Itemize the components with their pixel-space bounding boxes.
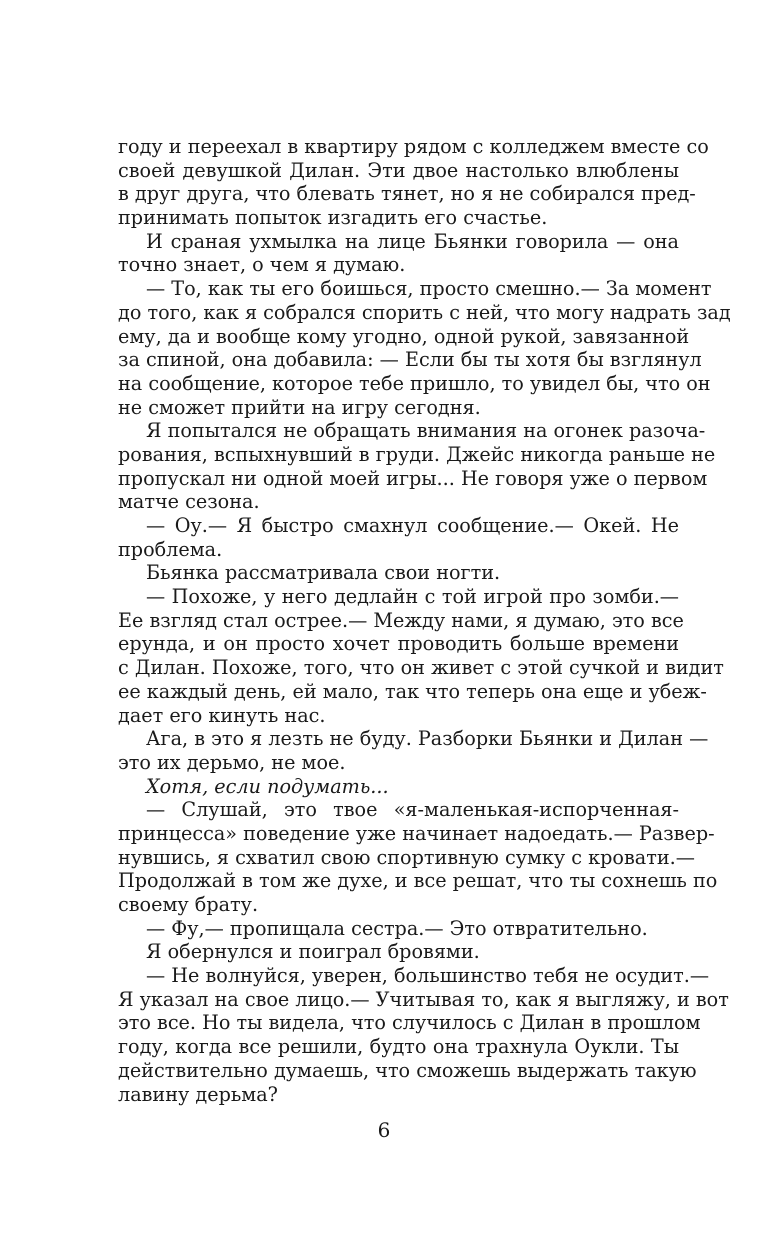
text-line: в друг друга, что блевать тянет, но я не собирался пред- xyxy=(118,182,696,206)
text-line: своей девушкой Дилан. Эти двое настолько влюблены xyxy=(118,158,679,182)
text-line: Я обернулся и поиграл бровями. xyxy=(146,940,480,964)
text-line: — Не волнуйся, уверен, большинство тебя не осудит.— xyxy=(146,964,710,988)
text-line: своему брату. xyxy=(118,893,259,916)
text-line: за спиной, она добавила: — Если бы ты хотя бы взглянул xyxy=(118,348,702,372)
text-line: действительно думаешь, что сможешь выдержать такую xyxy=(118,1058,697,1082)
text-line: матче сезона. xyxy=(118,490,260,514)
text-line: проблема. xyxy=(118,537,223,561)
text-line: — Оу.— Я быстро смахнул сообщение.— Окей. Не xyxy=(146,514,679,537)
text-line: Ее взгляд стал острее.— Между нами, я думаю, это все xyxy=(118,608,684,632)
text-line: году, когда все решили, будто она трахнула Оукли. Ты xyxy=(118,1035,679,1059)
text-line: ему, да и вообще кому угодно, одной рукой, завязанной xyxy=(118,324,690,348)
text-line: дает его кинуть нас. xyxy=(118,703,326,727)
text-line: это их дерьмо, не мое. xyxy=(118,750,346,774)
text-line: не сможет прийти на игру сегодня. xyxy=(118,395,481,419)
text-line: Я указал на свое лицо.— Учитывая то, как я выгляжу, и вот xyxy=(118,987,729,1011)
text-line: ерунда, и он просто хочет проводить больше времени xyxy=(118,632,679,656)
text-line: лавину дерьма? xyxy=(118,1082,278,1106)
text-line: Я попытался не обращать внимания на огонек разоча- xyxy=(146,419,706,443)
text-line: году и переехал в квартиру рядом с колледжем вместе со xyxy=(118,135,709,158)
text-line: точно знает, о чем я думаю. xyxy=(118,253,406,277)
text-line: — Слушай, это твое «я-маленькая-испорченная- xyxy=(146,798,679,822)
text-line: до того, как я собрался спорить с ней, что могу надрать зад xyxy=(118,300,731,324)
text-line: Ага, в это я лезть не буду. Разборки Бьянки и Дилан — xyxy=(146,727,709,751)
text-line: Бьянка рассматривала свои ногти. xyxy=(146,561,501,585)
text-line: рования, вспыхнувший в груди. Джейс никогда раньше не xyxy=(118,442,716,466)
page-number: 6 xyxy=(377,1118,391,1142)
text-line: И сраная ухмылка на лице Бьянки говорила — она xyxy=(146,229,679,253)
body-text xyxy=(118,135,731,1106)
text-line: Хотя, если подумать... xyxy=(146,774,389,798)
text-line: ее каждый день, ей мало, так что теперь она еще и убеж- xyxy=(118,679,707,703)
text-line: нувшись, я схватил свою спортивную сумку с кровати.— xyxy=(118,845,695,869)
text-line: принцесса» поведение уже начинает надоедать.— Развер- xyxy=(118,821,715,845)
text-line: пропускал ни одной моей игры... Не говоря уже о первом xyxy=(118,466,708,490)
text-line: Продолжай в том же духе, и все решат, что ты сохнешь по xyxy=(118,869,718,893)
text-line: — То, как ты его боишься, просто смешно.— За момент xyxy=(146,277,712,301)
text-line: — Фу,— пропищала сестра.— Это отвратительно. xyxy=(146,916,648,940)
text-line: — Похоже, у него дедлайн с той игрой про зомби.— xyxy=(146,585,679,609)
text-line: с Дилан. Похоже, того, что он живет с этой сучкой и видит xyxy=(118,656,724,680)
text-line: на сообщение, которое тебе пришло, то увидел бы, что он xyxy=(118,371,711,395)
text-line: это все. Но ты видела, что случилось с Дилан в прошлом xyxy=(118,1011,701,1035)
text-line: принимать попыток изгадить его счастье. xyxy=(118,206,548,230)
